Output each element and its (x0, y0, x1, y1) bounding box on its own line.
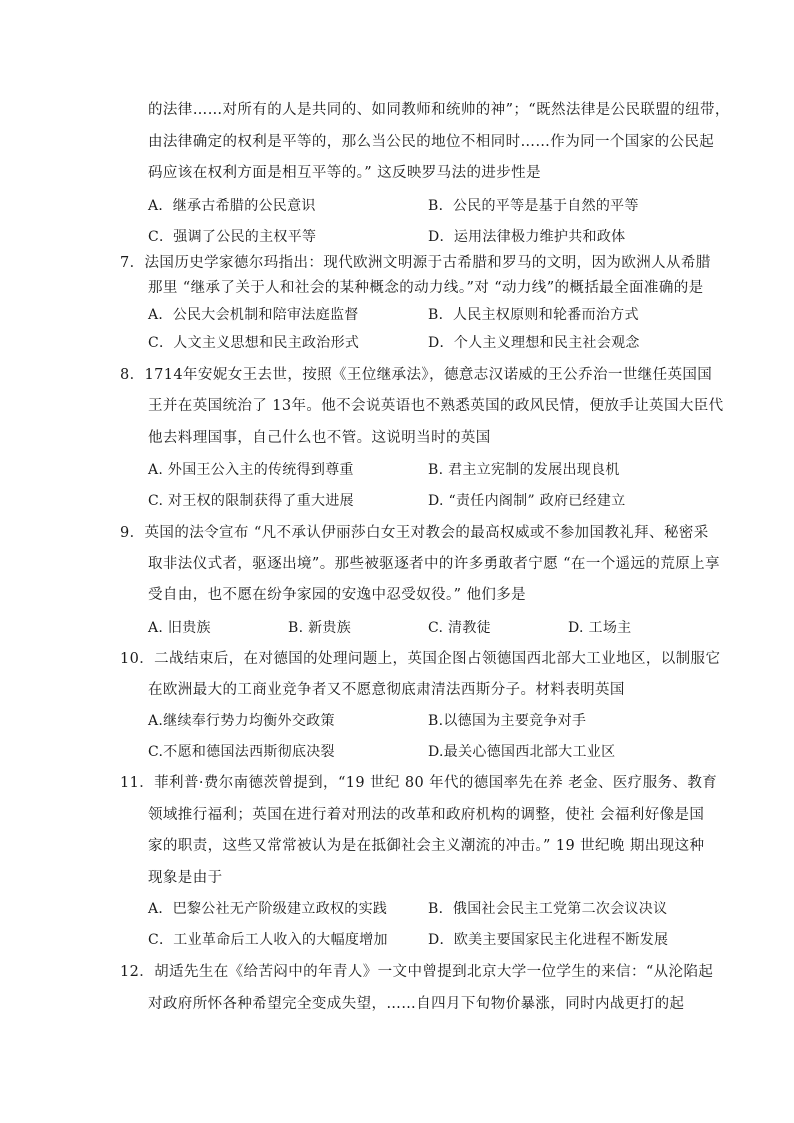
question-text-line: 家的职责，这些又常常被认为是在抵御社会主义潮流的冲击。” 19 世纪晚 期出现这种 (148, 838, 705, 854)
question-text-line: 那里 “继承了关于人和社会的某种概念的动力线。”对 “动力线”的概括最全面准确的是 (148, 280, 704, 296)
option-c[interactable]: C．强调了公民的主权平等 (148, 229, 317, 245)
option-a[interactable]: A. 旧贵族 (148, 620, 211, 636)
question-text-line: 王并在英国统治了 13年。他不会说英语也不熟悉英国的政风民情，便放手让英国大臣代 (148, 398, 724, 414)
option-c[interactable]: C.不愿和德国法西斯彻底决裂 (148, 744, 335, 760)
option-d[interactable]: D．个人主义理想和民主社会观念 (428, 335, 640, 351)
option-c[interactable]: C．人文主义思想和民主政治形式 (148, 335, 360, 351)
option-a[interactable]: A．公民大会机制和陪审法庭监督 (148, 307, 359, 323)
option-c[interactable]: C. 清教徒 (428, 620, 491, 636)
option-b[interactable]: B. 君主立宪制的发展出现良机 (428, 462, 620, 478)
question-text-line: 受自由，也不愿在纷争家园的安逸中忍受奴役。” 他们多是 (148, 587, 527, 603)
option-b[interactable]: B.以德国为主要竞争对手 (428, 713, 587, 729)
option-a[interactable]: A．继承古希腊的公民意识 (148, 198, 316, 214)
option-b[interactable]: B．人民主权原则和轮番而治方式 (428, 307, 639, 323)
option-d[interactable]: D.最关心德国西北部大工业区 (428, 744, 616, 760)
option-b[interactable]: B．公民的平等是基于自然的平等 (428, 198, 639, 214)
option-a[interactable]: A.继续奉行势力均衡外交政策 (148, 713, 335, 729)
option-c[interactable]: C. 对王权的限制获得了重大进展 (148, 493, 354, 509)
option-a[interactable]: A．巴黎公社无产阶级建立政权的实践 (148, 901, 388, 917)
question-text-line: 由法律确定的权利是平等的，那么当公民的地位不相同时……作为同一个国家的公民起 (148, 134, 715, 150)
question-text-line: 取非法仪式者，驱逐出境”。那些被驱逐者中的许多勇敢者宁愿 “在一个遥远的荒原上享 (148, 556, 720, 572)
question-text-line: 8．1714年安妮女王去世，按照《王位继承法》，德意志汉诺威的王公乔治一世继任英国国 (120, 367, 713, 383)
question-text-line: 领域推行福利；英国在进行着对刑法的改革和政府机构的调整，使社 会福利好像是国 (148, 807, 705, 823)
question-text-line: 12．胡适先生在《给苦闷中的年青人》一文中曾提到北京大学一位学生的来信：“从沦陷起 (120, 964, 714, 980)
question-text-line: 11．菲利普·费尔南德茨曾提到，“19 世纪 80 年代的德国率先在养 老金、医疗服务、教育 (120, 775, 718, 791)
question-text-line: 现象是由于 (148, 870, 223, 886)
question-text-line: 的法律……对所有的人是共同的、如同教师和统帅的神”；“既然法律是公民联盟的纽带， (148, 102, 730, 118)
option-a[interactable]: A. 外国王公入主的传统得到尊重 (148, 462, 354, 478)
option-d[interactable]: D. “责任内阁制” 政府已经建立 (428, 493, 626, 509)
question-text-line: 9．英国的法令宣布 “凡不承认伊丽莎白女王对教会的最高权威或不参加国教礼拜、秘密采 (120, 525, 709, 541)
question-text-line: 7．法国历史学家德尔玛指出：现代欧洲文明源于古希腊和罗马的文明，因为欧洲人从希腊 (120, 255, 711, 271)
option-c[interactable]: C．工业革命后工人收入的大幅度增加 (148, 932, 388, 948)
question-text-line: 他去料理国事，自己什么也不管。这说明当时的英国 (148, 430, 491, 446)
option-d[interactable]: D．运用法律极力维护共和政体 (428, 229, 626, 245)
question-text-line: 对政府所怀各种希望完全变成失望，……自四月下旬物价暴涨，同时内战更打的起 (148, 996, 685, 1012)
option-b[interactable]: B. 新贵族 (288, 620, 351, 636)
question-text-line: 在欧洲最大的工商业竞争者又不愿意彻底肃清法西斯分子。材料表明英国 (148, 682, 625, 698)
question-text-line: 码应该在权利方面是相互平等的。” 这反映罗马法的进步性是 (148, 165, 541, 181)
option-d[interactable]: D. 工场主 (568, 620, 632, 636)
option-d[interactable]: D．欧美主要国家民主化进程不断发展 (428, 932, 669, 948)
option-b[interactable]: B．俄国社会民主工党第二次会议决议 (428, 901, 668, 917)
question-text-line: 10．二战结束后，在对德国的处理问题上，英国企图占领德国西北部大工业地区，以制服它 (120, 651, 721, 667)
